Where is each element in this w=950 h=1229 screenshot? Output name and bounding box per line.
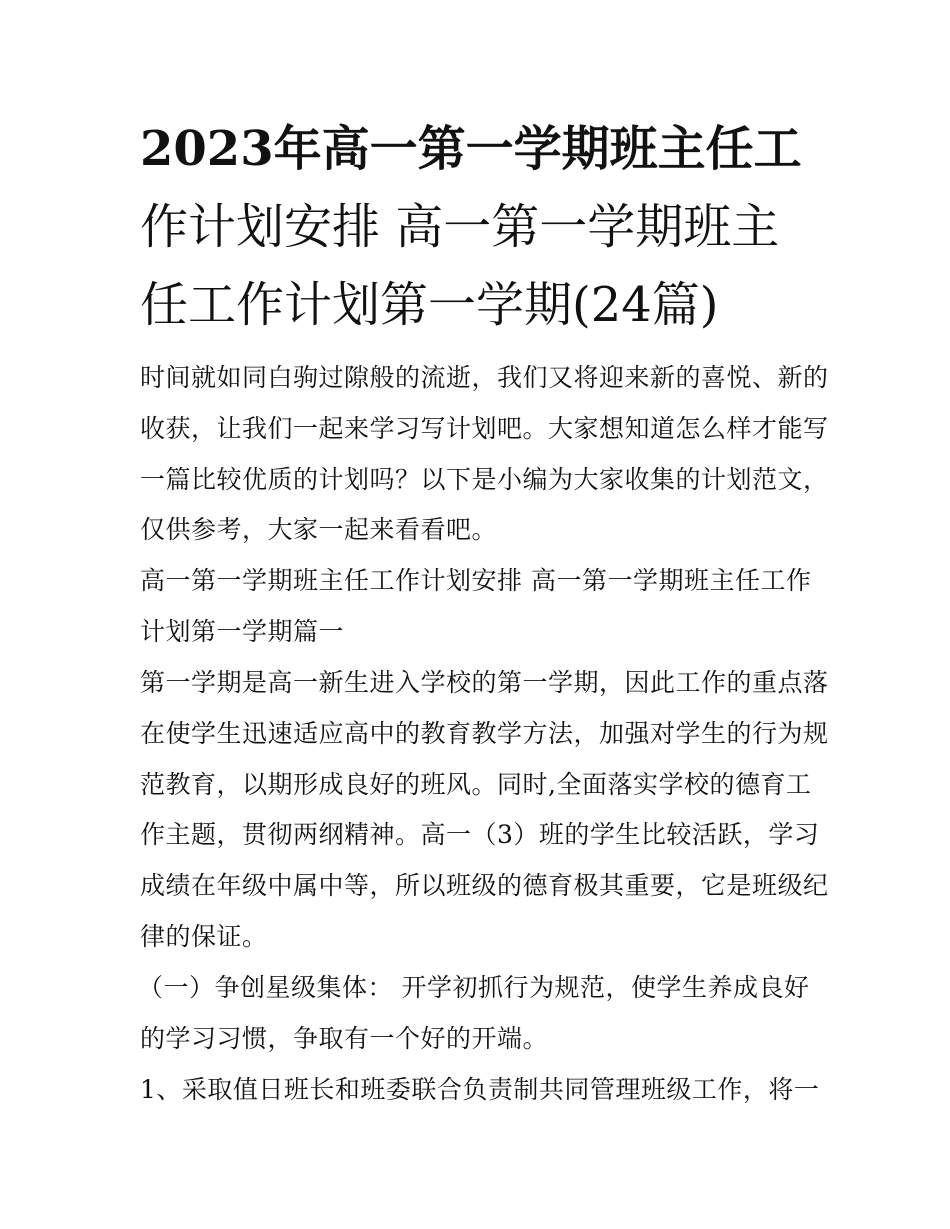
intro-line-2: 收获，让我们一起来学习写计划吧。大家想知道怎么样才能写 xyxy=(140,414,829,443)
paragraph-line-5: 成绩在年级中属中等，所以班级的德育极其重要，它是班级纪 xyxy=(140,871,829,900)
paragraph-line-1: 第一学期是高一新生进入学校的第一学期，因此工作的重点落 xyxy=(140,668,829,697)
paragraph-line-4: 作主题，贯彻两纲精神。高一（3）班的学生比较活跃，学习 xyxy=(140,820,820,849)
item-line-2: 的学习习惯，争取有一个好的开端。 xyxy=(140,1024,549,1053)
item-line-1: （一）争创星级集体： 开学初抓行为规范，使学生养成良好 xyxy=(138,973,810,1002)
section-heading-line-2: 计划第一学期篇一 xyxy=(140,617,345,646)
document-title-line-1: 2023年高一第一学期班主任工 xyxy=(140,121,802,177)
section-heading-line-1: 高一第一学期班主任工作计划安排 高一第一学期班主任工作 xyxy=(140,566,812,595)
paragraph-line-2: 在使学生迅速适应高中的教育教学方法，加强对学生的行为规 xyxy=(140,719,829,748)
paragraph-line-3: 范教育，以期形成良好的班风。同时,全面落实学校的德育工 xyxy=(140,770,812,799)
intro-line-3: 一篇比较优质的计划吗？以下是小编为大家收集的计划范文， xyxy=(140,465,829,494)
paragraph-line-6: 律的保证。 xyxy=(140,922,268,951)
document-title-line-2: 作计划安排 高一第一学期班主 xyxy=(140,199,780,255)
intro-line-1: 时间就如同白驹过隙般的流逝，我们又将迎来新的喜悦、新的 xyxy=(140,363,829,392)
item-line-3: 1、采取值日班长和班委联合负责制共同管理班级工作，将一 xyxy=(140,1075,820,1104)
document-title-line-3: 任工作计划第一学期(24篇) xyxy=(140,277,719,333)
intro-line-4: 仅供参考，大家一起来看看吧。 xyxy=(140,515,498,544)
